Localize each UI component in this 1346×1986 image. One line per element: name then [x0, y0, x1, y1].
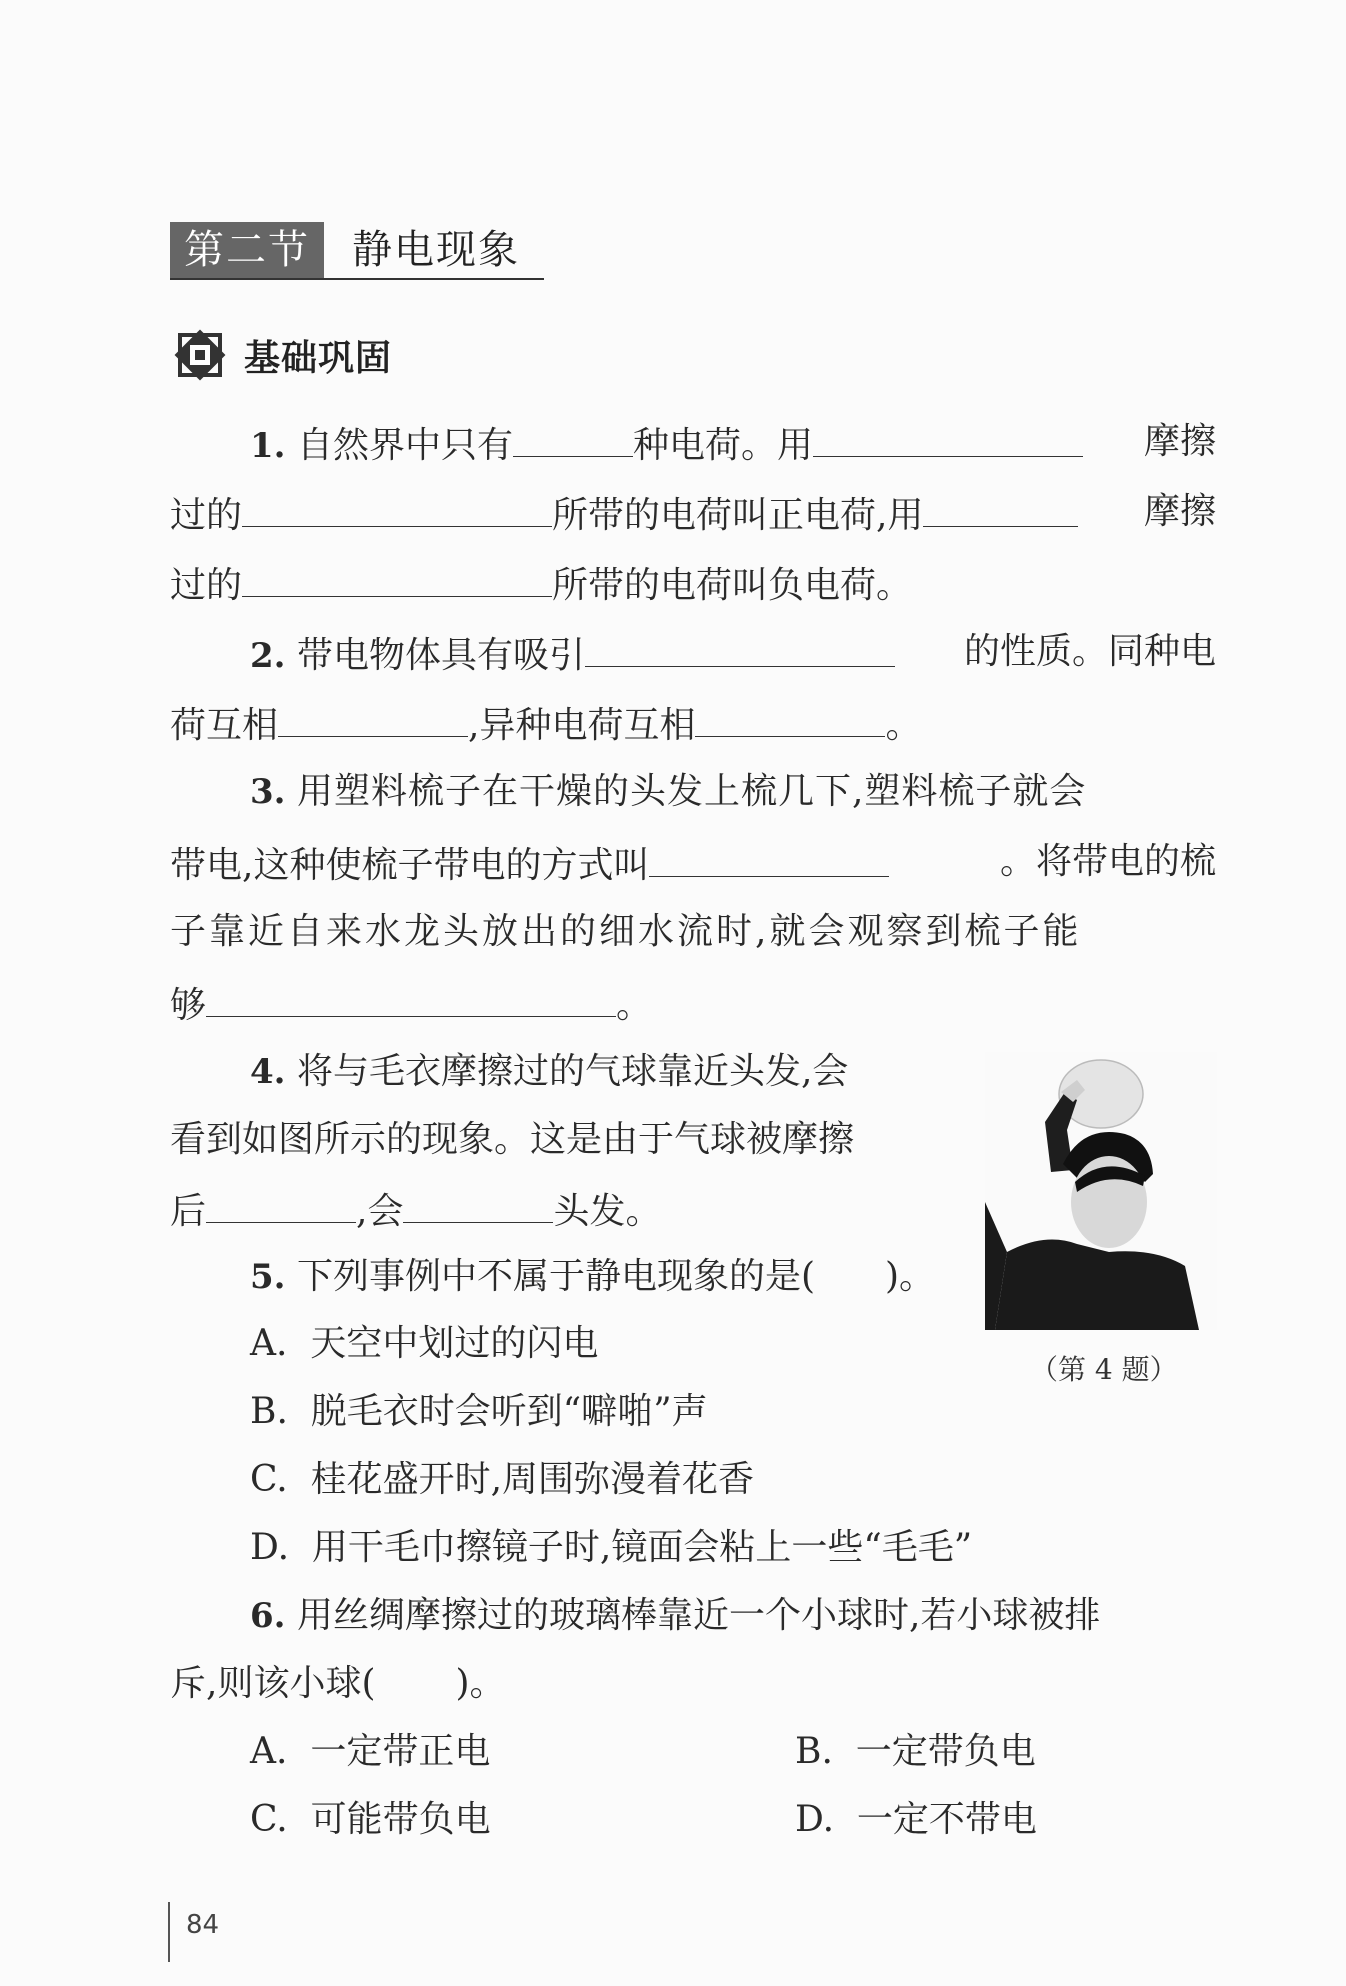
option-text: 天空中划过的闪电 — [310, 1323, 599, 1364]
q4-line-2 — [170, 1118, 960, 1162]
q4-figure-boy-with-balloon — [985, 1052, 1217, 1330]
q1-text: 摩擦 — [1143, 421, 1216, 462]
q4-text: 头发。 — [553, 1191, 662, 1232]
option-label: D. — [795, 1799, 835, 1840]
q3-line-1 — [170, 770, 1216, 814]
q4-text: ,会 — [356, 1191, 404, 1232]
q4-figure-caption: （第 4 题） — [1030, 1353, 1178, 1386]
option-text: 脱毛衣时会听到“噼啪”声 — [310, 1391, 708, 1432]
q2-text: 带电物体具有吸引 — [296, 635, 585, 676]
q3-line-4 — [170, 980, 1216, 1028]
option-text: 一定不带电 — [856, 1799, 1037, 1840]
page-number: 84 — [186, 1910, 220, 1940]
section-number: 第二节 — [170, 222, 324, 278]
q4-text: 看到如图所示的现象。这是由于气球被摩擦 — [170, 1119, 855, 1160]
q3-line-2 — [170, 840, 1216, 888]
subsection-heading — [170, 325, 392, 385]
q5-number: 5. — [250, 1257, 286, 1297]
subsection-title: 基础巩固 — [244, 337, 393, 379]
q5-option-a — [170, 1322, 1296, 1366]
q5-option-d — [170, 1526, 1296, 1570]
option-text: 桂花盛开时,周围弥漫着花香 — [310, 1459, 755, 1500]
q2-line-1 — [170, 630, 1216, 678]
option-label: A. — [250, 1731, 288, 1772]
q1-blank-5[interactable] — [242, 560, 552, 597]
option-text: 一定带负电 — [855, 1731, 1036, 1772]
q4-line-3 — [170, 1186, 960, 1234]
diamond-square-icon — [170, 327, 230, 383]
q1-text: 过的 — [170, 565, 243, 606]
q4-text: 将与毛衣摩擦过的气球靠近头发,会 — [296, 1051, 849, 1092]
q3-text: 带电,这种使梳子带电的方式叫 — [170, 845, 650, 886]
q1-line-1 — [170, 420, 1216, 468]
q1-line-2 — [170, 490, 1216, 538]
q5-option-c — [170, 1458, 1296, 1502]
q1-blank-3[interactable] — [242, 490, 552, 527]
q2-number: 2. — [250, 636, 286, 676]
q1-text: 摩擦 — [1143, 491, 1216, 532]
q1-text: 所带的电荷叫负电荷。 — [552, 565, 913, 606]
q2-blank-1[interactable] — [585, 630, 895, 667]
q1-blank-2[interactable] — [813, 420, 1083, 457]
q4-blank-2[interactable] — [403, 1186, 553, 1223]
q6-option-d — [795, 1798, 1195, 1842]
option-text: 可能带负电 — [310, 1799, 491, 1840]
q6-option-b — [795, 1730, 1195, 1774]
q1-blank-1[interactable] — [513, 420, 633, 457]
option-text: 一定带正电 — [310, 1731, 491, 1772]
q1-text: 种电荷。用 — [632, 425, 813, 466]
q2-blank-3[interactable] — [695, 700, 885, 737]
q3-number: 3. — [250, 772, 286, 812]
q3-blank-2[interactable] — [206, 980, 616, 1017]
option-label: B. — [250, 1391, 288, 1432]
q2-line-2 — [170, 700, 1216, 748]
q1-number: 1. — [250, 426, 286, 466]
q1-blank-4[interactable] — [923, 490, 1078, 527]
section-heading — [170, 218, 544, 280]
q5-text: 下列事例中不属于静电现象的是( — [296, 1256, 815, 1297]
q5-option-b — [170, 1390, 1296, 1434]
q1-text: 自然界中只有 — [296, 425, 513, 466]
option-text: 用干毛巾擦镜子时,镜面会粘上一些“毛毛” — [311, 1527, 973, 1568]
q2-text: 的性质。同种电 — [963, 631, 1216, 672]
q1-line-3 — [170, 560, 1216, 608]
option-label: D. — [250, 1527, 290, 1568]
option-label: C. — [250, 1459, 288, 1500]
q3-line-3 — [170, 910, 1216, 954]
option-label: B. — [795, 1731, 833, 1772]
q3-text: 。 — [616, 985, 653, 1026]
q4-number: 4. — [250, 1052, 286, 1092]
q1-text: 所带的电荷叫正电荷,用 — [552, 495, 924, 536]
q2-text: 。 — [885, 705, 922, 746]
q1-text: 过的 — [170, 495, 243, 536]
q3-text: 子靠近自来水龙头放出的细水流时,就会观察到梳子能 — [170, 911, 1082, 952]
q4-line-1 — [170, 1050, 960, 1094]
q6-number: 6. — [250, 1596, 286, 1636]
q3-blank-1[interactable] — [649, 840, 889, 877]
q3-text: 够 — [170, 985, 207, 1026]
q3-text: 。将带电的梳 — [999, 841, 1216, 882]
q6-text: 用丝绸摩擦过的玻璃棒靠近一个小球时,若小球被排 — [296, 1595, 1101, 1636]
q5-text: )。 — [885, 1256, 936, 1297]
q4-text: 后 — [170, 1191, 207, 1232]
q6-line-1 — [170, 1594, 1216, 1638]
q2-blank-2[interactable] — [278, 700, 468, 737]
q5-stem — [170, 1255, 960, 1299]
q3-text: 用塑料梳子在干燥的头发上梳几下,塑料梳子就会 — [296, 771, 1087, 812]
option-label: A. — [250, 1323, 288, 1364]
page-number-divider — [168, 1902, 170, 1962]
q2-text: 荷互相 — [170, 705, 279, 746]
option-label: C. — [250, 1799, 288, 1840]
q6-line-2 — [170, 1662, 1216, 1706]
balloon-hair-illustration — [985, 1052, 1217, 1330]
q2-text: ,异种电荷互相 — [468, 705, 696, 746]
section-title: 静电现象 — [352, 227, 520, 273]
q4-blank-1[interactable] — [206, 1186, 356, 1223]
q6-text: )。 — [455, 1663, 506, 1704]
q6-text: 斥,则该小球( — [170, 1663, 376, 1704]
